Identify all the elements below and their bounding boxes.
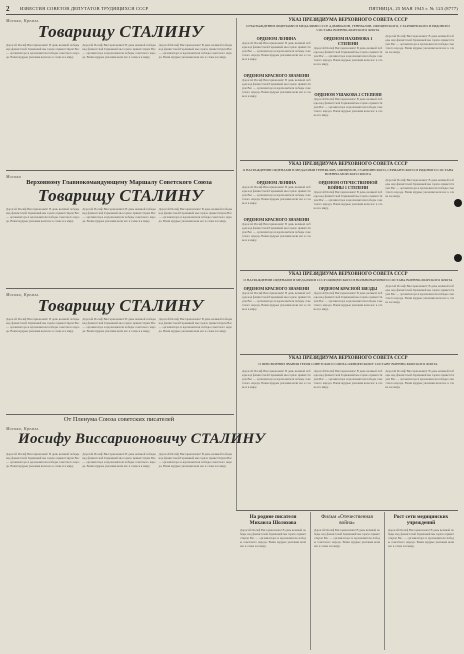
- article-3-text-col-2: Дорогой Иосиф Виссарионович! В день великой победы над фашистской Германией мы горячо приветствуем Вас — организатора и вдохновителя победы советского народа. Ваши мудрые указания вели нас к славе и к миру.: [82, 317, 156, 333]
- decree-2-list: Дорогой Иосиф Виссарионович! В день великой победы над фашистской Германией мы горячо приветствуем Вас — организатора и вдохновителя победы советского народа. Ваши мудрые указания вели нас к славе и к миру.: [242, 185, 311, 205]
- decree-3-list: Дорогой Иосиф Виссарионович! В день великой победы над фашистской Германией мы горячо приветствуем Вас — организатора и вдохновителя победы советского народа. Ваши мудрые указания вели нас к славе и к миру.: [385, 283, 455, 304]
- article-3-text-col-3: Дорогой Иосиф Виссарионович! В день великой победы над фашистской Германией мы горячо приветствуем Вас — организатора и вдохновителя победы советского народа. Ваши мудрые указания вели нас к славе и к миру.: [158, 317, 232, 333]
- page-header: [6, 4, 458, 15]
- decree-3-list: Дорогой Иосиф Виссарионович! В день великой победы над фашистской Германией мы горячо приветствуем Вас — организатора и вдохновителя победы советского народа. Ваши мудрые указания вели нас к славе и к миру.: [313, 290, 383, 311]
- column-divider: [310, 512, 311, 650]
- binder-hole: [454, 199, 462, 207]
- article-4-text-col-1: Дорогой Иосиф Виссарионович! В день великой победы над фашистской Германией мы горячо приветствуем Вас — организатора и вдохновителя победы советского народа. Ваши мудрые указания вели нас к славе и к миру.: [6, 452, 80, 468]
- divider: [6, 414, 234, 415]
- decree-3-subtitle: О НАГРАЖДЕНИИ ОРДЕНАМИ И МЕДАЛЯМИ СССР ОФИЦЕРСКОГО И ВОЛЬНОНАЕМНОГО СОСТАВА ВОЕННО-МОРСКОГО ФЛОТА: [243, 277, 453, 282]
- article-2-title: Товарищу СТАЛИНУ: [38, 186, 204, 205]
- article-1: [6, 18, 232, 168]
- decree-2-subtitle: О НАГРАЖДЕНИИ ОРДЕНАМИ И МЕДАЛЯМИ ГЕНЕРАЛОВ, ОФИЦЕРОВ, СТАРШИНСКОГО, СЕРЖАНТСКОГО И РЯДОВОГО СОСТАВА ВОЕННО-МОРСКОГО ФЛОТА: [242, 167, 454, 176]
- bottom-article-2-title: Фильм «Отечественная война»: [321, 514, 373, 526]
- decree-3-title: УКАЗ ПРЕЗИДИУМА ВЕРХОВНОГО СОВЕТА СССР: [288, 272, 408, 277]
- decree-4-title: УКАЗ ПРЕЗИДИУМА ВЕРХОВНОГО СОВЕТА СССР: [288, 356, 408, 361]
- article-2-pretitle: Верховному Главнокомандующему Маршалу Советского Союза: [26, 179, 212, 186]
- decree-4-text-col-2: Дорогой Иосиф Виссарионович! В день великой победы над фашистской Германией мы горячо приветствуем Вас — организатора и вдохновителя победы советского народа. Ваши мудрые указания вели нас к славе и к миру.: [313, 368, 383, 389]
- article-2-text-col-2: Дорогой Иосиф Виссарионович! В день великой победы над фашистской Германией мы горячо приветствуем Вас — организатора и вдохновителя победы советского народа. Ваши мудрые указания вели нас к славе и к миру.: [82, 207, 156, 223]
- bottom-article-3-text: Дорогой Иосиф Виссарионович! В день великой победы над фашистской Германией мы горячо приветствуем Вас — организатора и вдохновителя победы советского народа. Ваши мудрые указания вели нас к славе и к миру.: [388, 528, 454, 548]
- article-4-title: Иосифу Виссарионовичу СТАЛИНУ: [18, 431, 266, 447]
- article-2-kicker: Москва: [6, 174, 22, 179]
- decree-4-text-col-3: Дорогой Иосиф Виссарионович! В день великой победы над фашистской Германией мы горячо приветствуем Вас — организатора и вдохновителя победы советского народа. Ваши мудрые указания вели нас к славе и к миру.: [385, 368, 455, 389]
- article-2-text-col-3: Дорогой Иосиф Виссарионович! В день великой победы над фашистской Германией мы горячо приветствуем Вас — организатора и вдохновителя победы советского народа. Ваши мудрые указания вели нас к славе и к миру.: [158, 207, 232, 223]
- divider: [6, 170, 234, 171]
- article-3-kicker: Москва, Кремль: [6, 292, 39, 297]
- decree-2-section: ОРДЕНОМ КРАСНОГО ЗНАМЕНИ: [243, 217, 310, 222]
- article-4: [6, 416, 266, 650]
- divider: [240, 270, 458, 271]
- decree-1-section: ОРДЕНОМ УШАКОВА 2 СТЕПЕНИ: [314, 92, 382, 97]
- article-1-text-col-2: Дорогой Иосиф Виссарионович! В день великой победы над фашистской Германией мы горячо приветствуем Вас — организатора и вдохновителя победы советского народа. Ваши мудрые указания вели нас к славе и к миру.: [82, 43, 156, 59]
- bottom-article-1-text: Дорогой Иосиф Виссарионович! В день великой победы над фашистской Германией мы горячо приветствуем Вас — организатора и вдохновителя победы советского народа. Ваши мудрые указания вели нас к славе и к миру.: [240, 528, 306, 548]
- article-4-pretitle: От Пленума Союза советских писателей: [63, 416, 175, 423]
- article-1-text-col-3: Дорогой Иосиф Виссарионович! В день великой победы над фашистской Германией мы горячо приветствуем Вас — организатора и вдохновителя победы советского народа. Ваши мудрые указания вели нас к славе и к миру.: [158, 43, 232, 59]
- article-4-kicker: Москва, Кремль: [6, 426, 39, 431]
- decree-1-list: Дорогой Иосиф Виссарионович! В день великой победы над фашистской Германией мы горячо приветствуем Вас — организатора и вдохновителя победы советского народа. Ваши мудрые указания вели нас к славе и к миру.: [313, 46, 383, 66]
- decree-2-list: Дорогой Иосиф Виссарионович! В день великой победы над фашистской Германией мы горячо приветствуем Вас — организатора и вдохновителя победы советского народа. Ваши мудрые указания вели нас к славе и к миру.: [242, 222, 311, 242]
- decree-1-title: УКАЗ ПРЕЗИДИУМА ВЕРХОВНОГО СОВЕТА СССР: [288, 18, 408, 23]
- decree-1-list: Дорогой Иосиф Виссарионович! В день великой победы над фашистской Германией мы горячо приветствуем Вас — организатора и вдохновителя победы советского народа. Ваши мудрые указания вели нас к славе и к миру.: [242, 41, 311, 61]
- decree-2-list: Дорогой Иосиф Виссарионович! В день великой победы над фашистской Германией мы горячо приветствуем Вас — организатора и вдохновителя победы советского народа. Ваши мудрые указания вели нас к славе и к миру.: [385, 178, 455, 198]
- decree-1: [242, 18, 454, 158]
- column-divider: [384, 512, 385, 650]
- decree-1-list: Дорогой Иосиф Виссарионович! В день великой победы над фашистской Германией мы горячо приветствуем Вас — организатора и вдохновителя победы советского народа. Ваши мудрые указания вели нас к славе и к миру.: [385, 34, 455, 54]
- bottom-article-1-title: На родине писателя Михаила Шолохова: [249, 514, 297, 526]
- bottom-article-3: [388, 514, 454, 650]
- bottom-article-3-title: Рост сети медицинских учреждений: [393, 514, 449, 526]
- divider: [240, 354, 458, 355]
- divider: [236, 510, 458, 511]
- decree-2: [242, 162, 454, 268]
- decree-1-list: Дорогой Иосиф Виссарионович! В день великой победы над фашистской Германией мы горячо приветствуем Вас — организатора и вдохновителя победы советского народа. Ваши мудрые указания вели нас к славе и к миру.: [313, 97, 383, 117]
- binder-hole: [454, 254, 462, 262]
- decree-1-subtitle: О НАГРАЖДЕНИИ ОРДЕНАМИ И МЕДАЛЯМИ СССР АДМИРАЛОВ, ГЕНЕРАЛОВ, ОФИЦЕРСКОГО, СТАРШИНСКОГО И РЯДОВОГО СОСТАВА ВОЕННО-МОРСКОГО ФЛОТА: [246, 23, 450, 32]
- article-1-text-col-1: Дорогой Иосиф Виссарионович! В день великой победы над фашистской Германией мы горячо приветствуем Вас — организатора и вдохновителя победы советского народа. Ваши мудрые указания вели нас к славе и к миру.: [6, 43, 80, 59]
- decree-1-section: ОРДЕНОМ КРАСНОГО ЗНАМЕНИ: [243, 73, 310, 78]
- decree-2-list: Дорогой Иосиф Виссарионович! В день великой победы над фашистской Германией мы горячо приветствуем Вас — организатора и вдохновителя победы советского народа. Ваши мудрые указания вели нас к славе и к миру.: [313, 190, 383, 210]
- decree-3-section: ОРДЕНОМ КРАСНОГО ЗНАМЕНИ: [243, 285, 310, 291]
- divider: [240, 160, 458, 161]
- page-number: 2: [6, 5, 10, 13]
- decree-3-list: Дорогой Иосиф Виссарионович! В день великой победы над фашистской Германией мы горячо приветствуем Вас — организатора и вдохновителя победы советского народа. Ваши мудрые указания вели нас к славе и к миру.: [242, 290, 311, 311]
- masthead: ИЗВЕСТИЯ СОВЕТОВ ДЕПУТАТОВ ТРУДЯЩИХСЯ СССР: [20, 6, 149, 11]
- decree-3-section: ОРДЕНОМ КРАСНОЙ ЗВЕЗДЫ: [318, 285, 378, 291]
- divider: [6, 288, 234, 289]
- decree-4: [242, 356, 454, 508]
- article-3-text-col-1: Дорогой Иосиф Виссарионович! В день великой победы над фашистской Германией мы горячо приветствуем Вас — организатора и вдохновителя победы советского народа. Ваши мудрые указания вели нас к славе и к миру.: [6, 317, 80, 333]
- article-4-text-col-2: Дорогой Иосиф Виссарионович! В день великой победы над фашистской Германией мы горячо приветствуем Вас — организатора и вдохновителя победы советского народа. Ваши мудрые указания вели нас к славе и к миру.: [82, 452, 156, 468]
- decree-2-section: ОРДЕНОМ ОТЕЧЕСТВЕННОЙ ВОЙНЫ 1 СТЕПЕНИ: [318, 180, 378, 190]
- article-2-text-col-1: Дорогой Иосиф Виссарионович! В день великой победы над фашистской Германией мы горячо приветствуем Вас — организатора и вдохновителя победы советского народа. Ваши мудрые указания вели нас к славе и к миру.: [6, 207, 80, 223]
- decree-1-section: ОРДЕНОМ НАХИМОВА 1 СТЕПЕНИ: [323, 36, 373, 46]
- article-1-kicker: Москва, Кремль: [6, 18, 39, 23]
- article-3-title: Товарищу СТАЛИНУ: [38, 296, 204, 315]
- decree-1-list: Дорогой Иосиф Виссарионович! В день великой победы над фашистской Германией мы горячо приветствуем Вас — организатора и вдохновителя победы советского народа. Ваши мудрые указания вели нас к славе и к миру.: [242, 78, 311, 98]
- decree-4-text-col-1: Дорогой Иосиф Виссарионович! В день великой победы над фашистской Германией мы горячо приветствуем Вас — организатора и вдохновителя победы советского народа. Ваши мудрые указания вели нас к славе и к миру.: [242, 368, 311, 389]
- bottom-article-2: [314, 514, 380, 650]
- article-1-title: Товарищу СТАЛИНУ: [38, 22, 204, 41]
- bottom-article-1: [240, 514, 306, 650]
- decree-2-section: ОРДЕНОМ ЛЕНИНА: [256, 180, 297, 185]
- bottom-article-2-text: Дорогой Иосиф Виссарионович! В день великой победы над фашистской Германией мы горячо приветствуем Вас — организатора и вдохновителя победы советского народа. Ваши мудрые указания вели нас к славе и к миру.: [314, 528, 380, 548]
- article-2: [6, 174, 232, 284]
- article-4-text-col-3: Дорогой Иосиф Виссарионович! В день великой победы над фашистской Германией мы горячо приветствуем Вас — организатора и вдохновителя победы советского народа. Ваши мудрые указания вели нас к славе и к миру.: [158, 452, 232, 468]
- article-3: [6, 292, 232, 412]
- decree-4-subtitle: О ПРИСВОЕНИИ ЗВАНИЯ ГЕРОЯ СОВЕТСКОГО СОЮЗА ОФИЦЕРСКОМУ СОСТАВУ ВОЕННО-МОРСКОГО ФЛОТА: [258, 361, 438, 366]
- dateline: ПЯТНИЦА, 25 МАЯ 1945 г. № 123 (8777): [368, 6, 458, 11]
- decree-2-title: УКАЗ ПРЕЗИДИУМА ВЕРХОВНОГО СОВЕТА СССР: [288, 162, 408, 167]
- decree-3: [242, 272, 454, 352]
- decree-1-section: ОРДЕНОМ ЛЕНИНА: [256, 36, 297, 41]
